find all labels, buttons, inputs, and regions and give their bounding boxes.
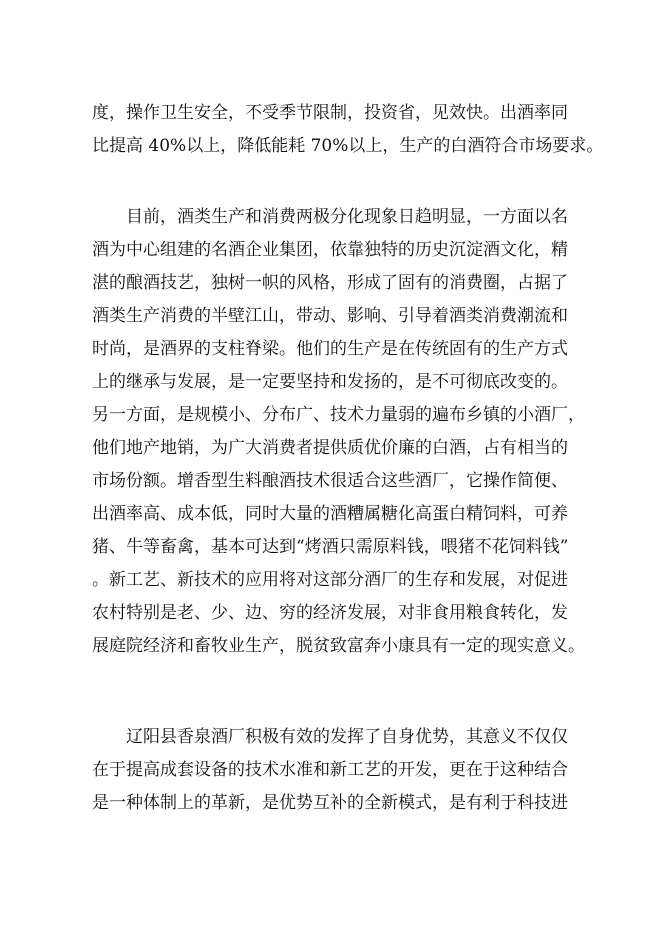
paragraph-1-line-2: 比提高 40%以上，降低能耗 70%以上，生产的白酒符合市场要求。 bbox=[92, 136, 604, 156]
paragraph-3-line-2: 在于提高成套设备的技术水准和新工艺的开发，更在于这种结合 bbox=[92, 760, 568, 780]
paragraph-2-line-2: 酒为中心组建的名酒企业集团，依靠独特的历史沉淀酒文化，精 bbox=[92, 240, 568, 260]
paragraph-2-line-9: 市场份额。增香型生料酿酒技术很适合这些酒厂，它操作简便、 bbox=[92, 471, 568, 491]
paragraph-2-line-7: 另一方面，是规模小、分布广、技术力量弱的遍布乡镇的小酒厂， bbox=[92, 405, 585, 425]
paragraph-2-line-11: 猪、牛等畜禽，基本可达到“烤酒只需原料钱，喂猪不花饲料钱” bbox=[92, 537, 569, 557]
paragraph-1-line-1: 度，操作卫生安全，不受季节限制，投资省，见效快。出酒率同 bbox=[92, 103, 568, 123]
paragraph-2-line-12: 。新工艺、新技术的应用将对这部分酒厂的生存和发展，对促进 bbox=[92, 570, 568, 590]
paragraph-3-line-1: 辽阳县香泉酒厂积极有效的发挥了自身优势，其意义不仅仅 bbox=[126, 727, 568, 747]
paragraph-3-line-3: 是一种体制上的革新，是优势互补的全新模式，是有利于科技进 bbox=[92, 793, 568, 813]
paragraph-2-line-13: 农村特别是老、少、边、穷的经济发展，对非食用粮食转化，发 bbox=[92, 603, 568, 623]
paragraph-2-line-10: 出酒率高、成本低，同时大量的酒糟属糖化高蛋白精饲料，可养 bbox=[92, 504, 568, 524]
paragraph-2-line-5: 时尚，是酒界的支柱脊梁。他们的生产是在传统固有的生产方式 bbox=[92, 339, 568, 359]
paragraph-2-line-4: 酒类生产消费的半壁江山，带动、影响、引导着酒类消费潮流和 bbox=[92, 306, 568, 326]
paragraph-2-line-6: 上的继承与发展，是一定要坚持和发扬的，是不可彻底改变的。 bbox=[92, 372, 568, 392]
paragraph-2-line-8: 他们地产地销，为广大消费者提供质优价廉的白酒，占有相当的 bbox=[92, 438, 568, 458]
paragraph-2-line-1: 目前，酒类生产和消费两极分化现象日趋明显，一方面以名 bbox=[126, 207, 568, 227]
paragraph-2-line-3: 湛的酿酒技艺，独树一帜的风格，形成了固有的消费圈，占据了 bbox=[92, 273, 568, 293]
paragraph-2-line-14: 展庭院经济和畜牧业生产，脱贫致富奔小康具有一定的现实意义。 bbox=[92, 636, 585, 656]
